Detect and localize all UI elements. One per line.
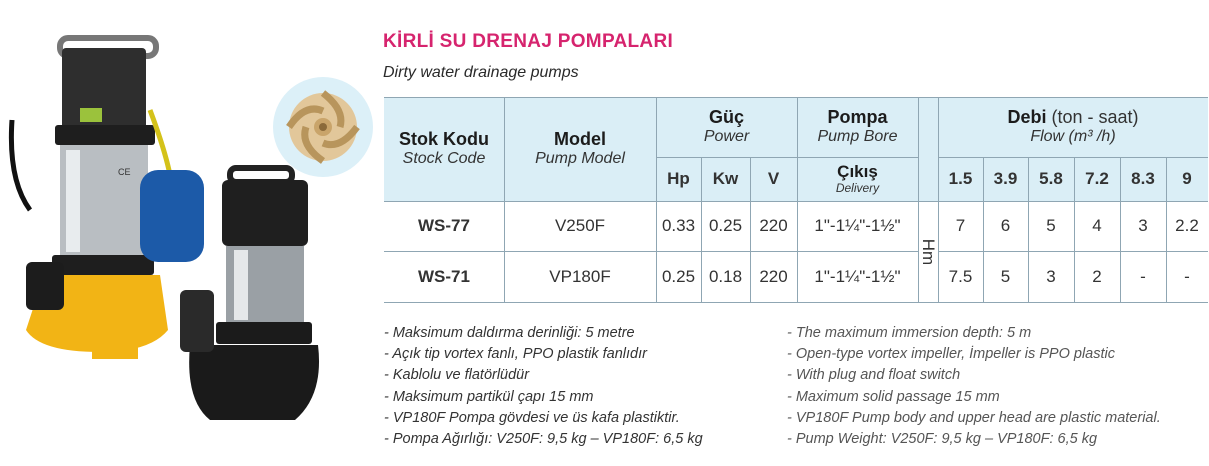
table-divider	[384, 251, 918, 252]
row2-head: 3	[1046, 267, 1056, 286]
impeller-image	[273, 77, 373, 177]
row2-model: VP180F	[549, 267, 611, 286]
pump-bore-header	[797, 97, 918, 157]
row2-head: -	[1140, 267, 1146, 286]
row1-v: 220	[759, 216, 788, 235]
row2-kw: 0.18	[708, 267, 743, 286]
pump-ce-badge: CE	[118, 167, 131, 177]
row2-head: 5	[1000, 267, 1011, 286]
note-item: - Açık tip vortex fanlı, PPO plastik fanlıdır	[384, 346, 647, 363]
row1-head: 5	[1046, 216, 1056, 235]
note-item: - VP180F Pompa gövdesi ve üs kafa plastiktir.	[384, 409, 680, 426]
table-divider	[797, 97, 798, 302]
row1-model: V250F	[554, 216, 606, 235]
table-divider	[938, 157, 1208, 158]
note-item: - Kablolu ve flatörlüdür	[384, 367, 530, 384]
pump-bore-header-en: Pump Bore	[817, 128, 898, 146]
stock-code-header-en: Stock Code	[402, 150, 486, 168]
table-divider	[701, 157, 702, 302]
note-item: - Maksimum daldırma derinliği: 5 metre	[384, 325, 635, 341]
outlet-header	[797, 157, 918, 201]
row2-hp: 0.25	[661, 267, 696, 286]
row1-bore: 1"-1¼"-1½"	[814, 216, 901, 235]
table-divider	[983, 157, 984, 302]
product-illustration	[0, 0, 380, 466]
table-divider	[1074, 157, 1075, 302]
stock-code-header-tr: Stok Kodu	[399, 129, 489, 150]
note-item: - The maximum immersion depth: 5 m	[787, 325, 1032, 341]
page-title: KİRLİ SU DRENAJ POMPALARI	[383, 31, 674, 52]
row2-head: -	[1184, 267, 1190, 286]
note-item: - Open-type vortex impeller, İmpeller is PPO plastic	[787, 346, 1115, 363]
row1-head: 4	[1092, 216, 1102, 235]
table-divider	[918, 97, 919, 302]
v-header: V	[767, 169, 780, 188]
table-border	[384, 97, 1208, 98]
model-header-en: Pump Model	[535, 150, 625, 168]
flow-header-en: Flow (m³ /h)	[1030, 128, 1116, 146]
notes-english	[787, 323, 1161, 450]
table-divider	[1120, 157, 1121, 302]
row1-hp: 0.33	[661, 216, 696, 235]
table-divider	[938, 251, 1208, 252]
hp-header: Hp	[667, 169, 690, 188]
pump-v250f-image	[11, 38, 204, 359]
row2-head: 7.5	[948, 267, 973, 286]
row1-head: 3	[1138, 216, 1148, 235]
table-divider	[504, 97, 505, 302]
outlet-header-tr: Çıkış	[837, 162, 878, 182]
note-item: - With plug and float switch	[787, 367, 961, 384]
row2-v: 220	[759, 267, 788, 286]
flow-point-header: 7.2	[1085, 169, 1109, 188]
note-item: - Maximum solid passage 15 mm	[787, 388, 1000, 405]
pump-bore-header-tr: Pompa	[827, 107, 888, 128]
table-divider	[384, 201, 1208, 202]
hm-label	[918, 201, 938, 302]
row1-code: WS-77	[418, 216, 470, 235]
table-divider	[938, 97, 939, 302]
row1-kw: 0.25	[708, 216, 743, 235]
hm-text: Hm	[919, 238, 939, 265]
table-divider	[750, 157, 751, 302]
power-header	[656, 97, 797, 157]
table-divider	[656, 97, 657, 302]
note-item: - Pompa Ağırlığı: V250F: 9,5 kg – VP180F: 6,5 kg	[384, 431, 703, 448]
note-item: - Pump Weight: V250F: 9,5 kg – VP180F: 6,5 kg	[787, 431, 1098, 448]
note-item: - Maksimum partikül çapı 15 mm	[384, 388, 594, 405]
model-header	[504, 97, 656, 201]
row2-bore: 1"-1¼"-1½"	[814, 267, 901, 286]
table-divider	[1166, 157, 1167, 302]
flow-point-header: 1.5	[948, 169, 973, 188]
table-border	[384, 302, 1208, 303]
flow-point-header: 5.8	[1039, 169, 1063, 188]
flow-header-unit: (ton - saat)	[1051, 107, 1139, 128]
note-item: - VP180F Pump body and upper head are plastic material.	[787, 409, 1161, 426]
row1-head: 6	[1000, 216, 1011, 235]
model-header-tr: Model	[554, 129, 606, 150]
notes-turkish	[384, 323, 703, 450]
row2-head: 2	[1092, 267, 1102, 286]
row1-head: 7	[955, 216, 966, 235]
row1-head: 2.2	[1175, 216, 1199, 235]
row2-code: WS-71	[418, 267, 470, 286]
outlet-header-en: Delivery	[835, 180, 880, 195]
flow-point-header: 8.3	[1131, 169, 1155, 188]
flow-header-tr: Debi	[1007, 107, 1047, 128]
flow-header	[938, 97, 1208, 157]
flow-point-header: 9	[1182, 169, 1192, 188]
power-header-en: Power	[703, 128, 750, 146]
table-divider	[1028, 157, 1029, 302]
table-divider	[656, 157, 918, 158]
page-subtitle: Dirty water drainage pumps	[383, 64, 579, 81]
flow-point-header: 3.9	[993, 169, 1018, 188]
stock-code-header	[384, 97, 504, 201]
kw-header: Kw	[712, 169, 739, 188]
power-header-tr: Güç	[708, 107, 744, 128]
